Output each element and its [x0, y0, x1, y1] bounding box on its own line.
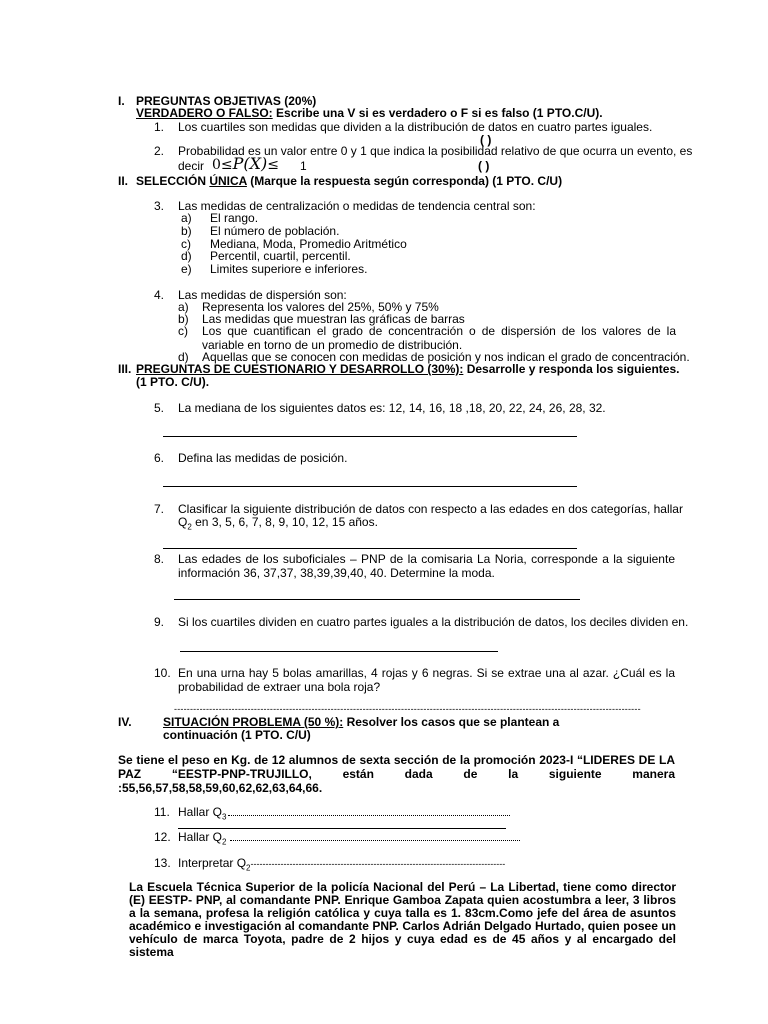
section-2-numeral: II.	[118, 174, 129, 188]
probability-inequality	[212, 155, 279, 174]
option-letter: b)	[178, 312, 189, 326]
math-left: 0≤	[212, 157, 233, 173]
section-1-title: PREGUNTAS OBJETIVAS (20%)	[136, 94, 317, 108]
option-letter: c)	[178, 324, 188, 338]
question-number: 10.	[154, 666, 171, 680]
option-letter: d)	[178, 350, 189, 364]
question-number: 7.	[154, 502, 165, 516]
question-number: 8.	[154, 552, 165, 566]
question-5-text: La mediana de los siguientes datos es: 12, 14, 16, 18 ,18, 20, 22, 24, 26, 28, 32.	[178, 401, 606, 415]
question-2-one: 1	[300, 159, 307, 173]
math-x: (X)	[243, 154, 268, 173]
true-false-text: Escribe una V si es verdadero o F si es falso (1 PTO.C/U).	[276, 106, 603, 120]
answer-parentheses: ( )	[480, 133, 492, 147]
question-9-text: Si los cuartiles dividen en cuatro partes iguales a la distribución de datos, los deciles dividen en.	[178, 615, 689, 629]
question-number: 4.	[154, 288, 165, 302]
question-4-text: Las medidas de dispersión son:	[178, 288, 347, 302]
question-number: 13.	[154, 856, 171, 870]
math-le: ≤	[267, 157, 280, 173]
question-number: 2.	[154, 144, 165, 158]
option-text: El rango.	[210, 211, 259, 225]
section-4-title-cont: continuación (1 PTO. C/U)	[163, 728, 311, 742]
question-2-text: Probabilidad es un valor entre 0 y 1 que indica la posibilidad relativo de que ocurra un evento, es	[178, 144, 693, 158]
question-number: 9.	[154, 615, 165, 629]
answer-line[interactable]	[180, 651, 498, 652]
option-text: Aquellas que se conocen con medidas de posición y nos indican el grado de concentración.	[202, 350, 690, 364]
question-13-text	[178, 856, 505, 875]
question-12-text	[178, 830, 226, 849]
question-number: 1.	[154, 120, 165, 134]
option-letter: d)	[181, 249, 192, 263]
q13-label: Interpretar Q	[178, 856, 247, 870]
answer-line[interactable]	[178, 828, 506, 829]
question-7-text: Clasificar la siguiente distribución de datos con respecto a las edades en dos categorías, hallar	[178, 502, 683, 516]
question-10-text: En una urna hay 5 bolas amarillas, 4 rojas y 6 negras. Si se extrae una al azar. ¿Cuál es la probabilidad de extraer una bola roja?	[178, 666, 675, 694]
option-text: Los que cuantifican el grado de concentración o de dispersión de los valores de la variable en torno de un promedio de distribución.	[202, 324, 676, 352]
section-4-title	[163, 715, 559, 729]
question-11-text	[178, 805, 226, 824]
q11-sub: 3	[222, 812, 227, 822]
option-text: Representa los valores del 25%, 50% y 75%	[202, 300, 439, 314]
section-3-title	[136, 362, 679, 376]
option-letter: a)	[181, 211, 192, 225]
question-number: 6.	[154, 451, 165, 465]
section-3-points: (1 PTO. C/U).	[136, 375, 210, 389]
option-text: Mediana, Moda, Promedio Aritmético	[210, 237, 407, 251]
option-text: Las medidas que muestran las gráficas de barras	[202, 312, 465, 326]
question-number: 3.	[154, 199, 165, 213]
q7-q: Q	[178, 515, 188, 529]
answer-line[interactable]	[163, 436, 577, 437]
answer-line[interactable]	[230, 840, 520, 841]
q12-label: Hallar Q	[178, 830, 223, 844]
q11-label: Hallar Q	[178, 805, 223, 819]
section-3-numeral: III.	[118, 362, 132, 376]
option-letter: e)	[181, 262, 192, 276]
true-false-label: VERDADERO O FALSO:	[136, 106, 273, 120]
q12-sub: 2	[222, 837, 227, 847]
q7-sub: 2	[187, 522, 192, 532]
option-text: Limites superiore e inferiores.	[210, 262, 368, 276]
question-2-decir: decir	[178, 159, 205, 173]
case-2-text: La Escuela Técnica Superior de la policía Nacional del Perú – La Libertad, tiene como director (E) EESTP- PNP, al comandante PNP. Enrique Gamboa Zapata quien acostumbra a leer, 3 libros a la semana, profesa la religión católica y cuya talla es 1. 83cm.Como jefe del área de asuntos académico e investigación al comandante PNP. Carlos Adrián Delgado Hurtado, quien posee un vehículo de marca Toyota, padre de 2 hijos y cuya edad es de 45 años y al encargado del sistema	[129, 880, 676, 959]
case-1-text: Se tiene el peso en Kg. de 12 alumnos de sexta sección de la promoción 2023-I “LIDERES DE LA PAZ “EESTP-PNP-TRUJILLO, están dada de la siguiente manera :55,56,57,58,58,59,60,62,62,63,64,66.	[118, 753, 675, 795]
q7-rest: en 3, 5, 6, 7, 8, 9, 10, 12, 15 años.	[191, 515, 378, 529]
section-2-title-a: SELECCIÓN	[136, 174, 210, 188]
section-4-title-b: Resolver los casos que se plantean a	[343, 715, 560, 729]
question-7-text-cont	[178, 515, 378, 534]
section-2-title	[136, 174, 562, 188]
section-2-title-underlined: ÚNICA	[209, 174, 247, 188]
section-2-title-b: (Marque la respuesta según corresponda) (1 PTO. C/U)	[246, 174, 563, 188]
question-6-text: Defina las medidas de posición.	[178, 451, 348, 465]
answer-line[interactable]	[163, 486, 577, 487]
q13-sub: 2	[246, 863, 251, 873]
option-letter: a)	[178, 300, 189, 314]
section-3-title-underlined: PREGUNTAS DE CUESTIONARIO Y DESARROLLO (30%):	[136, 362, 464, 376]
option-letter: c)	[181, 237, 191, 251]
section-4-numeral: IV.	[118, 715, 132, 729]
section-1-numeral: I.	[118, 94, 125, 108]
question-number: 11.	[154, 805, 170, 819]
true-false-instruction	[136, 106, 603, 120]
q13-dashes: -------------------------------------------------------------------------------------	[250, 859, 506, 869]
option-letter: b)	[181, 224, 192, 238]
question-number: 5.	[154, 401, 165, 415]
answer-line[interactable]	[228, 815, 510, 816]
math-p: P	[232, 154, 244, 173]
answer-line[interactable]	[174, 599, 580, 600]
section-4-title-underlined: SITUACIÓN PROBLEMA (50 %):	[163, 715, 344, 729]
question-number: 12.	[154, 830, 171, 844]
section-3-title-b: Desarrolle y responda los siguientes.	[463, 362, 680, 376]
option-text: El número de población.	[210, 224, 340, 238]
question-1-text: Los cuartiles son medidas que dividen a la distribución de datos en cuatro partes iguales.	[178, 120, 653, 134]
dashed-separator: --------------------------------------------------------------------------------------------------------------------------------------------------	[174, 704, 641, 714]
option-text: Percentil, cuartil, percentil.	[210, 249, 351, 263]
question-8-text: Las edades de los suboficiales – PNP de la comisaria La Noria, corresponde a la siguiente información 36, 37,37, 38,39,39,40, 40. Determine la moda.	[178, 552, 675, 580]
question-3-text: Las medidas de centralización o medidas de tendencia central son:	[178, 199, 536, 213]
answer-line[interactable]	[163, 548, 577, 549]
answer-parentheses: ( )	[478, 159, 490, 173]
